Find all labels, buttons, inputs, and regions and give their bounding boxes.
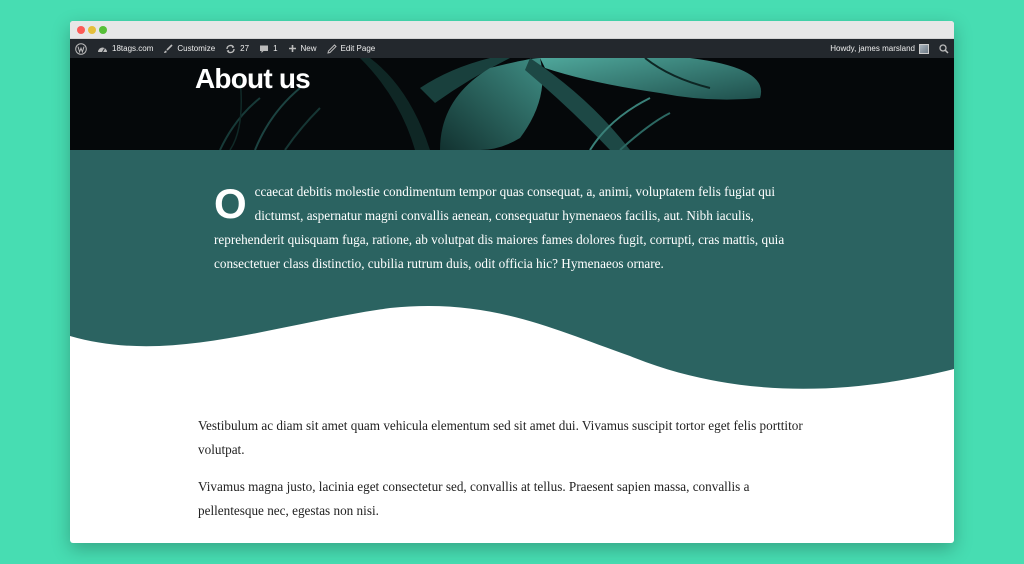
updates-link[interactable] [220, 39, 254, 58]
dashboard-icon [97, 44, 108, 54]
window-titlebar [70, 21, 954, 39]
search-icon [939, 44, 949, 54]
comments-count: 1 [273, 44, 278, 53]
page-hero [70, 58, 954, 150]
page-content [198, 414, 808, 536]
edit-page-link[interactable] [322, 39, 381, 58]
content-paragraph: Vestibulum ac diam sit amet quam vehicula elementum sed sit amet dui. Vivamus suscipit tortor eget felis porttitor volutpat. [198, 418, 803, 457]
site-name-menu[interactable] [92, 39, 158, 58]
wp-admin-bar [70, 39, 954, 58]
comment-icon [259, 44, 269, 54]
maximize-window-button[interactable] [99, 26, 107, 34]
howdy-label: Howdy, james marsland [830, 44, 915, 53]
customize-link[interactable] [158, 39, 220, 58]
site-name-label: 18tags.com [112, 44, 154, 53]
my-account-menu[interactable] [825, 39, 934, 58]
brush-icon [163, 44, 173, 54]
new-content-menu[interactable] [283, 39, 322, 58]
admin-search-button[interactable] [934, 39, 954, 58]
comments-link[interactable] [254, 39, 282, 58]
edit-page-label: Edit Page [340, 44, 376, 53]
content-paragraph: Vivamus magna justo, lacinia eget consectetur sed, convallis at tellus. Praesent sapien massa, convallis a pellentesque nec, egestas non nisi. [198, 479, 750, 518]
wave-divider [70, 150, 954, 397]
intro-section [70, 150, 954, 397]
pencil-icon [327, 44, 337, 54]
intro-text: ccaecat debitis molestie condimentum tempor quas consequat, a, animi, voluptatem felis fugiat qui dictumst, aspernatur magni convallis aenean, consequatur hymenaeos facilis, aut. Nibh iaculis, reprehenderit quisquam fuga, ratione, ab volutpat dis maiores fames dolores fugit, corrupti, cras mattis, quia consectetuer class distinctio, cubilia rutrum duis, odit officia hic? Hymenaeos ornare. [214, 184, 785, 271]
refresh-icon [225, 44, 236, 54]
plus-icon [288, 44, 297, 53]
page-title: About us [195, 63, 310, 94]
browser-window [70, 21, 954, 543]
customize-label: Customize [177, 44, 216, 53]
wp-logo-menu[interactable] [70, 39, 92, 58]
close-window-button[interactable] [77, 26, 85, 34]
minimize-window-button[interactable] [88, 26, 96, 34]
avatar [919, 44, 929, 54]
wordpress-icon [75, 43, 87, 55]
new-label: New [300, 44, 317, 53]
updates-count: 27 [240, 44, 250, 53]
dropcap-letter: O [214, 180, 247, 227]
